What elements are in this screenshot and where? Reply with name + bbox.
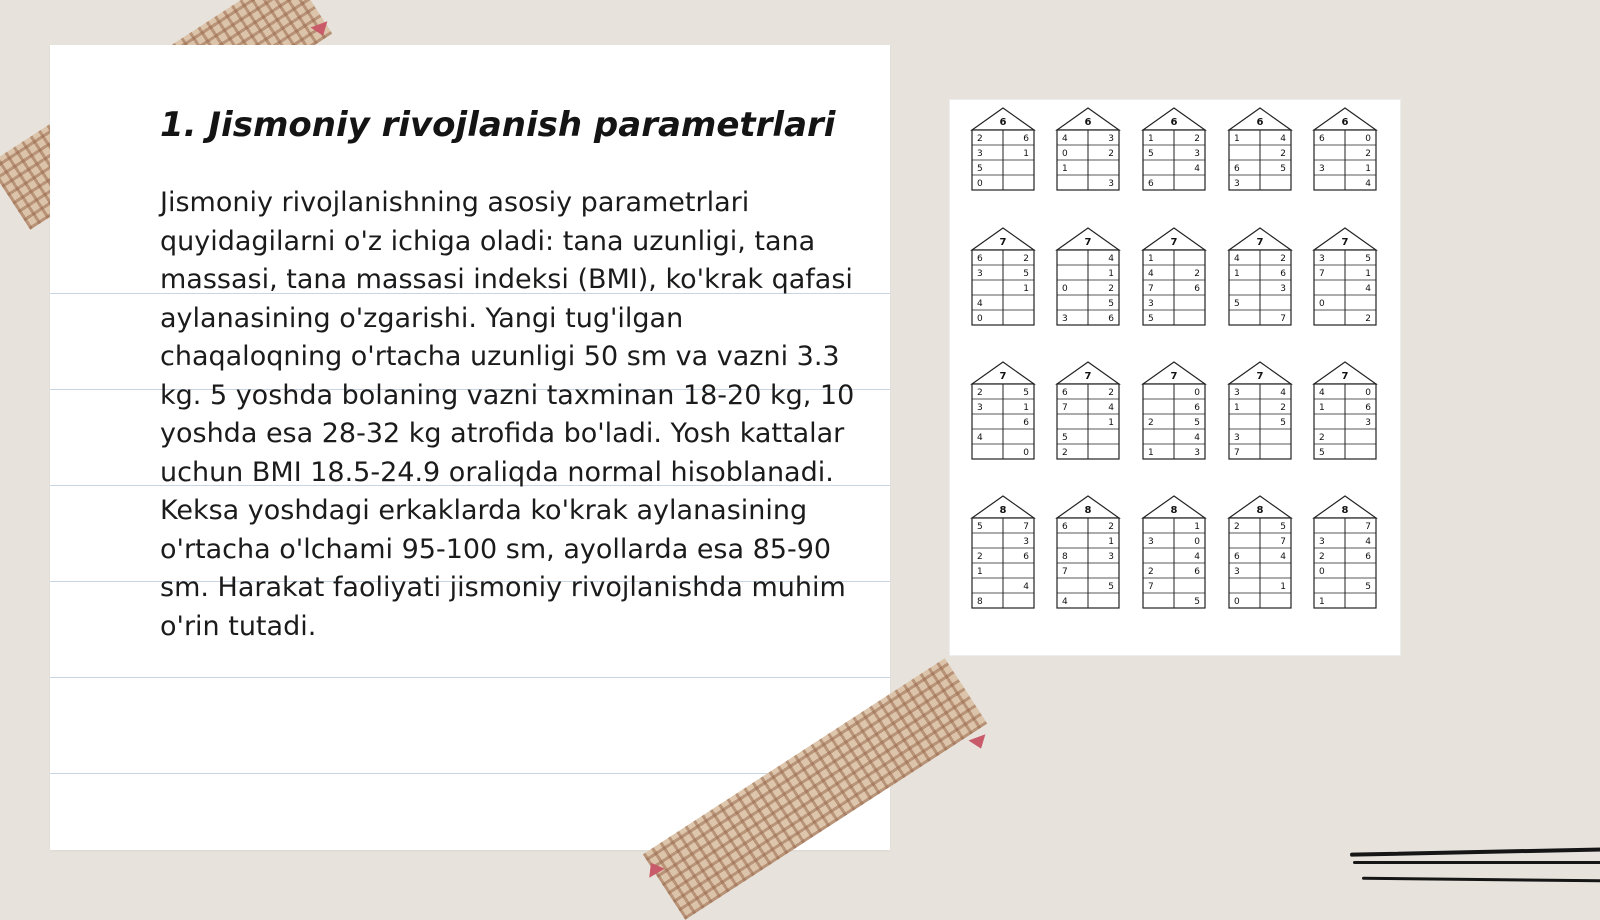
house-roof-number: 7 (1341, 237, 1349, 248)
house-cell-number: 5 (1234, 299, 1240, 309)
house-cell-number: 3 (977, 403, 983, 413)
house-cell-number: 5 (977, 164, 983, 174)
house-cell-number: 4 (1062, 134, 1068, 144)
house-cell-number: 5 (977, 522, 983, 532)
house-roof-number: 8 (1341, 505, 1349, 516)
number-house (1229, 496, 1291, 608)
house-cell-number: 2 (1319, 552, 1325, 562)
house-cell-number: 2 (977, 134, 983, 144)
house-cell-number: 3 (1365, 418, 1371, 428)
house-cell-number: 5 (1280, 164, 1286, 174)
house-cell-number: 7 (1062, 567, 1068, 577)
house-cell-number: 7 (1062, 403, 1068, 413)
house-cell-number: 2 (1108, 522, 1114, 532)
house-cell-number: 5 (1108, 582, 1114, 592)
house-cell-number: 2 (1108, 388, 1114, 398)
house-cell-number: 4 (977, 433, 983, 443)
number-house (1314, 496, 1376, 608)
house-cell-number: 1 (1062, 164, 1068, 174)
house-cell-number: 0 (1365, 134, 1371, 144)
house-cell-number: 7 (1148, 582, 1154, 592)
house-cell-number: 4 (1194, 164, 1200, 174)
house-roof-number: 8 (1256, 505, 1264, 516)
house-cell-number: 7 (1023, 522, 1029, 532)
number-house (1057, 362, 1119, 459)
number-house (1057, 108, 1119, 190)
house-cell-number: 2 (1108, 149, 1114, 159)
house-cell-number: 2 (1194, 269, 1200, 279)
house-cell-number: 1 (1108, 269, 1114, 279)
house-cell-number: 4 (1234, 254, 1240, 264)
house-cell-number: 5 (1023, 269, 1029, 279)
house-cell-number: 2 (1365, 149, 1371, 159)
house-cell-number: 6 (1062, 522, 1068, 532)
house-cell-number: 0 (1194, 388, 1200, 398)
house-cell-number: 1 (1148, 254, 1154, 264)
house-roof-number: 7 (999, 371, 1007, 382)
house-cell-number: 1 (1319, 403, 1325, 413)
house-cell-number: 3 (1023, 537, 1029, 547)
house-cell-number: 1 (1365, 269, 1371, 279)
house-cell-number: 4 (1062, 597, 1068, 607)
house-roof-number: 8 (1170, 505, 1178, 516)
house-cell-number: 6 (977, 254, 983, 264)
house-cell-number: 3 (1108, 134, 1114, 144)
house-cell-number: 3 (1234, 567, 1240, 577)
house-cell-number: 1 (1319, 597, 1325, 607)
house-cell-number: 7 (1234, 448, 1240, 458)
house-cell-number: 0 (1234, 597, 1240, 607)
house-cell-number: 3 (1319, 164, 1325, 174)
number-house (972, 496, 1034, 608)
house-cell-number: 2 (1280, 403, 1286, 413)
house-cell-number: 6 (1319, 134, 1325, 144)
house-cell-number: 1 (1234, 269, 1240, 279)
house-cell-number: 5 (1148, 314, 1154, 324)
house-cell-number: 3 (1234, 179, 1240, 189)
house-cell-number: 0 (1194, 537, 1200, 547)
house-cell-number: 7 (1280, 537, 1286, 547)
house-cell-number: 0 (1062, 149, 1068, 159)
house-cell-number: 2 (1108, 284, 1114, 294)
house-roof-number: 6 (1084, 117, 1092, 128)
number-house (972, 108, 1034, 190)
house-cell-number: 3 (1319, 254, 1325, 264)
house-cell-number: 0 (1319, 567, 1325, 577)
house-cell-number: 6 (1194, 403, 1200, 413)
house-cell-number: 5 (1280, 522, 1286, 532)
house-cell-number: 1 (1023, 149, 1029, 159)
house-cell-number: 2 (1148, 418, 1154, 428)
house-cell-number: 1 (1023, 284, 1029, 294)
number-house (1314, 228, 1376, 325)
house-roof-number: 7 (1256, 237, 1264, 248)
number-house (1314, 108, 1376, 190)
house-cell-number: 3 (1108, 552, 1114, 562)
number-house (972, 228, 1034, 325)
house-roof-number: 7 (1170, 371, 1178, 382)
house-cell-number: 6 (1108, 314, 1114, 324)
house-roof-number: 6 (1341, 117, 1349, 128)
house-cell-number: 3 (1148, 537, 1154, 547)
house-cell-number: 4 (1280, 552, 1286, 562)
house-cell-number: 4 (1108, 403, 1114, 413)
house-cell-number: 2 (1280, 149, 1286, 159)
house-cell-number: 2 (1148, 567, 1154, 577)
house-cell-number: 3 (977, 269, 983, 279)
house-cell-number: 7 (1365, 522, 1371, 532)
house-cell-number: 4 (1023, 582, 1029, 592)
number-house (1057, 228, 1119, 325)
house-cell-number: 6 (1234, 164, 1240, 174)
number-house (1143, 228, 1205, 325)
house-roof-number: 6 (1170, 117, 1178, 128)
decorative-brush-stroke (1362, 877, 1600, 883)
house-cell-number: 3 (1234, 388, 1240, 398)
house-cell-number: 4 (1108, 254, 1114, 264)
number-house (1143, 362, 1205, 459)
paper-rule-line (50, 677, 890, 678)
house-cell-number: 5 (1108, 299, 1114, 309)
house-cell-number: 6 (1194, 284, 1200, 294)
decorative-brush-stroke (1353, 861, 1600, 864)
house-cell-number: 7 (1319, 269, 1325, 279)
house-cell-number: 2 (1194, 134, 1200, 144)
house-roof-number: 7 (1256, 371, 1264, 382)
house-cell-number: 1 (1234, 403, 1240, 413)
house-cell-number: 5 (1194, 597, 1200, 607)
house-cell-number: 5 (1194, 418, 1200, 428)
number-house (1143, 496, 1205, 608)
house-roof-number: 7 (1170, 237, 1178, 248)
house-cell-number: 3 (1234, 433, 1240, 443)
house-roof-number: 8 (1084, 505, 1092, 516)
house-cell-number: 5 (1365, 254, 1371, 264)
house-cell-number: 6 (1365, 403, 1371, 413)
number-house (1229, 108, 1291, 190)
house-cell-number: 1 (1234, 134, 1240, 144)
house-cell-number: 7 (1280, 314, 1286, 324)
house-cell-number: 6 (1234, 552, 1240, 562)
house-cell-number: 0 (977, 179, 983, 189)
house-cell-number: 2 (977, 552, 983, 562)
house-cell-number: 2 (977, 388, 983, 398)
number-houses-grid (950, 100, 1400, 655)
house-cell-number: 6 (1194, 567, 1200, 577)
house-cell-number: 2 (1319, 433, 1325, 443)
number-house (1057, 496, 1119, 608)
house-cell-number: 2 (1234, 522, 1240, 532)
house-cell-number: 4 (1280, 134, 1286, 144)
house-cell-number: 5 (1062, 433, 1068, 443)
house-cell-number: 3 (1108, 179, 1114, 189)
lined-paper-card (50, 45, 890, 850)
house-cell-number: 1 (977, 567, 983, 577)
house-cell-number: 1 (1108, 537, 1114, 547)
house-cell-number: 3 (1319, 537, 1325, 547)
house-cell-number: 5 (1319, 448, 1325, 458)
house-cell-number: 5 (1365, 582, 1371, 592)
decorative-brush-stroke (1350, 847, 1600, 856)
house-cell-number: 8 (1062, 552, 1068, 562)
house-roof-number: 6 (1256, 117, 1264, 128)
house-cell-number: 4 (1365, 537, 1371, 547)
house-cell-number: 3 (1194, 448, 1200, 458)
house-cell-number: 0 (977, 314, 983, 324)
number-house (1229, 362, 1291, 459)
house-roof-number: 7 (1084, 371, 1092, 382)
house-cell-number: 4 (1319, 388, 1325, 398)
house-cell-number: 3 (1062, 314, 1068, 324)
house-cell-number: 1 (1194, 522, 1200, 532)
house-cell-number: 4 (1280, 388, 1286, 398)
house-cell-number: 2 (1365, 314, 1371, 324)
house-cell-number: 5 (1280, 418, 1286, 428)
number-house (1143, 108, 1205, 190)
house-cell-number: 0 (1319, 299, 1325, 309)
house-cell-number: 3 (1148, 299, 1154, 309)
number-house (972, 362, 1034, 459)
house-roof-number: 8 (999, 505, 1007, 516)
house-cell-number: 0 (1365, 388, 1371, 398)
number-house (1314, 362, 1376, 459)
house-cell-number: 4 (1194, 433, 1200, 443)
house-cell-number: 6 (1365, 552, 1371, 562)
house-cell-number: 1 (1148, 134, 1154, 144)
house-cell-number: 4 (977, 299, 983, 309)
house-cell-number: 6 (1062, 388, 1068, 398)
house-cell-number: 8 (977, 597, 983, 607)
house-cell-number: 1 (1365, 164, 1371, 174)
house-cell-number: 5 (1023, 388, 1029, 398)
house-cell-number: 7 (1148, 284, 1154, 294)
house-cell-number: 2 (1023, 254, 1029, 264)
house-cell-number: 4 (1148, 269, 1154, 279)
house-cell-number: 6 (1023, 418, 1029, 428)
house-cell-number: 4 (1365, 284, 1371, 294)
house-roof-number: 7 (999, 237, 1007, 248)
house-cell-number: 2 (1280, 254, 1286, 264)
house-roof-number: 6 (999, 117, 1007, 128)
house-cell-number: 6 (1023, 134, 1029, 144)
slide-title: 1. Jismoniy rivojlanish parametrlari (160, 105, 836, 145)
house-cell-number: 3 (977, 149, 983, 159)
number-houses-worksheet (950, 100, 1400, 655)
house-cell-number: 0 (1023, 448, 1029, 458)
house-cell-number: 2 (1062, 448, 1068, 458)
house-cell-number: 6 (1280, 269, 1286, 279)
house-cell-number: 3 (1280, 284, 1286, 294)
house-cell-number: 1 (1280, 582, 1286, 592)
house-cell-number: 4 (1365, 179, 1371, 189)
house-cell-number: 1 (1108, 418, 1114, 428)
house-roof-number: 7 (1084, 237, 1092, 248)
house-cell-number: 0 (1062, 284, 1068, 294)
number-house (1229, 228, 1291, 325)
house-roof-number: 7 (1341, 371, 1349, 382)
tape-pin-icon (968, 734, 989, 751)
slide-body-text: Jismoniy rivojlanishning asosiy parametrlari quyidagilarni o'z ichiga oladi: tana uzunligi, tana massasi, tana massasi indeksi (BMI), ko'krak qafasi aylanasining o'zgarishi. Yangi tug'ilgan chaqaloqning o'rtacha uzunligi 50 sm va vazni 3.3 kg. 5 yoshda bolaning vazni taxminan 18-20 kg, 10 yoshda esa 28-32 kg atrofida bo'ladi. Yosh kattalar uchun BMI 18.5-24.9 oraliqda normal hisoblanadi. Keksa yoshdagi erkaklarda ko'krak aylanasining o'rtacha o'lchami 95-100 sm, ayollarda esa 85-90 sm. Harakat faoliyati jismoniy rivojlanishda muhim o'rin tutadi. (160, 187, 855, 642)
house-cell-number: 1 (1148, 448, 1154, 458)
house-cell-number: 3 (1194, 149, 1200, 159)
house-cell-number: 6 (1023, 552, 1029, 562)
house-cell-number: 1 (1023, 403, 1029, 413)
house-cell-number: 4 (1194, 552, 1200, 562)
paper-rule-line (50, 773, 890, 774)
house-cell-number: 6 (1148, 179, 1154, 189)
house-cell-number: 5 (1148, 149, 1154, 159)
